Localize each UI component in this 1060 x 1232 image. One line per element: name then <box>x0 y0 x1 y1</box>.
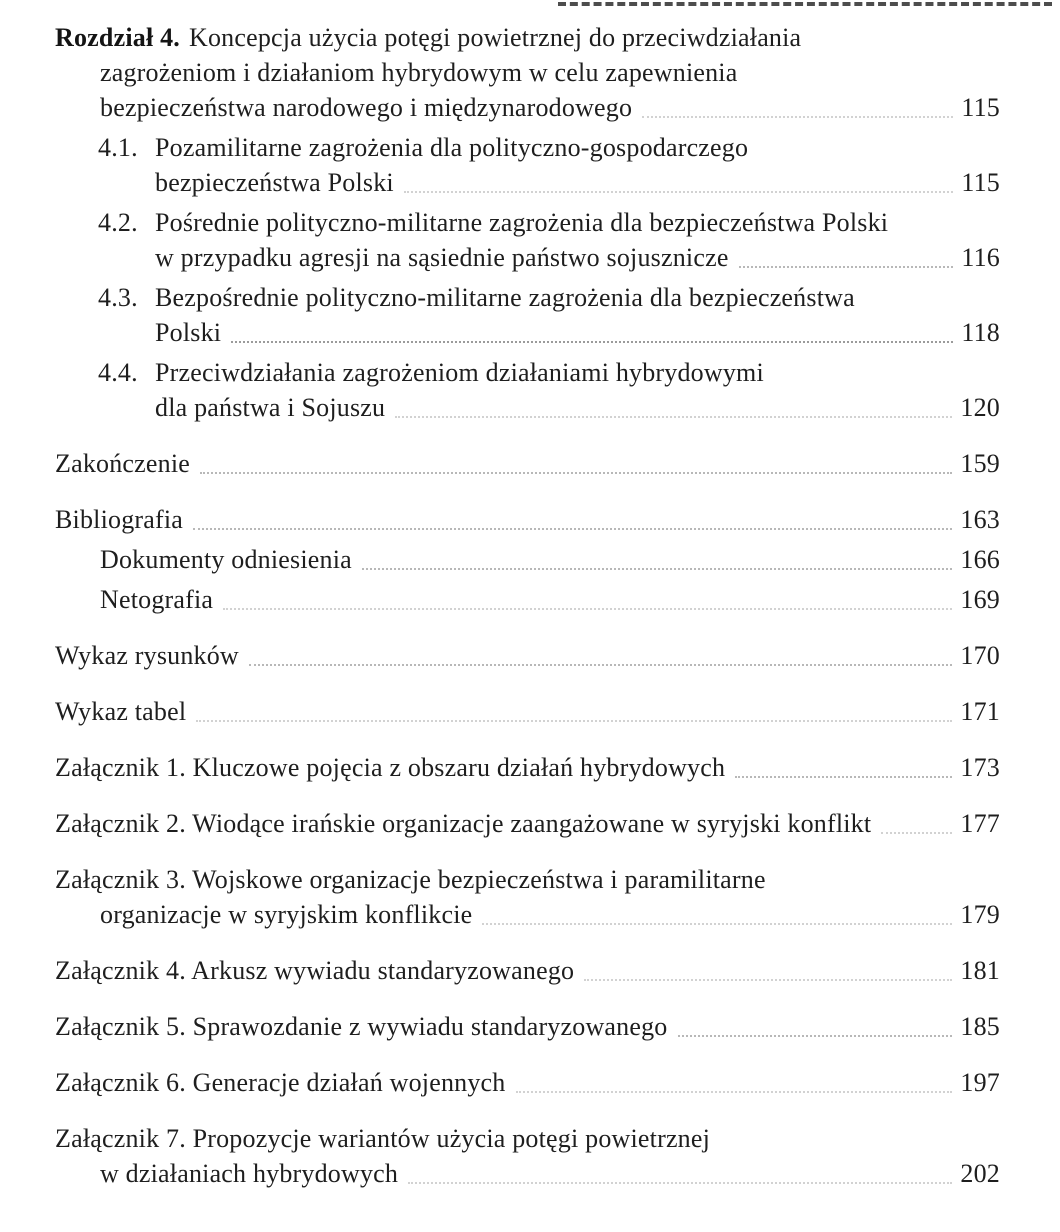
toc-entry-zalacznik-5 <box>55 1009 1000 1044</box>
entry-text: zagrożeniom i działaniom hybrydowym w celu zapewnienia <box>100 58 738 87</box>
toc-line <box>55 806 1000 841</box>
entry-text: Netografia <box>100 585 214 614</box>
page-number: 115 <box>961 93 1000 122</box>
entry-text: Załącznik 4. Arkusz wywiadu standaryzowanego <box>55 956 575 985</box>
page-number: 185 <box>960 1012 1000 1041</box>
toc-entry-wykaz-rysunkow <box>55 638 1000 673</box>
toc-line <box>55 862 1000 897</box>
entry-text: Załącznik 5. Sprawozdanie z wywiadu standaryzowanego <box>55 1012 668 1041</box>
page-number: 118 <box>961 318 1000 347</box>
entry-text: dla państwa i Sojuszu <box>155 393 386 422</box>
toc-line <box>55 694 1000 729</box>
entry-text: Bibliografia <box>55 505 184 534</box>
toc-line <box>55 502 1000 537</box>
dot-leader <box>231 341 953 343</box>
toc-line <box>55 240 1000 275</box>
entry-text: Załącznik 7. Propozycje wariantów użycia potęgi powietrznej <box>55 1124 711 1153</box>
entry-text: organizacje w syryjskim konflikcie <box>100 900 473 929</box>
toc-line <box>55 90 1000 125</box>
chapter-label: Rozdział 4. <box>55 23 180 52</box>
page-number: 115 <box>961 168 1000 197</box>
page-number: 170 <box>960 641 1000 670</box>
toc-line <box>55 1156 1000 1191</box>
toc-entry-4-1 <box>55 130 1000 200</box>
dot-leader <box>881 832 952 834</box>
entry-text: bezpieczeństwa narodowego i międzynarodowego <box>100 93 633 122</box>
page-number: 202 <box>960 1159 1000 1188</box>
dot-leader <box>408 1182 952 1184</box>
entry-text: Pozamilitarne zagrożenia dla polityczno-gospodarczego <box>155 133 749 162</box>
dot-leader <box>196 720 952 722</box>
toc-line <box>55 897 1000 932</box>
toc-line <box>55 953 1000 988</box>
page-number: 120 <box>960 393 1000 422</box>
toc-line <box>55 20 1000 55</box>
page-number: 177 <box>960 809 1000 838</box>
toc-entry-dokumenty-odniesienia <box>55 542 1000 577</box>
page-number: 179 <box>960 900 1000 929</box>
toc-entry-zalacznik-2 <box>55 806 1000 841</box>
toc-line <box>55 355 1000 390</box>
dot-leader <box>735 776 952 778</box>
entry-text: Zakończenie <box>55 449 191 478</box>
toc-entry-4-2 <box>55 205 1000 275</box>
toc-entry-zalacznik-1 <box>55 750 1000 785</box>
toc-line <box>55 55 1000 90</box>
dot-leader <box>223 608 952 610</box>
toc-line <box>55 1065 1000 1100</box>
toc-entry-wykaz-tabel <box>55 694 1000 729</box>
entry-text: Przeciwdziałania zagrożeniom działaniami hybrydowymi <box>155 358 764 387</box>
entry-text: Wykaz rysunków <box>55 641 239 670</box>
toc-line <box>55 1121 1000 1156</box>
dot-leader <box>193 528 952 530</box>
page-number: 166 <box>960 545 1000 574</box>
entry-text: Załącznik 6. Generacje działań wojennych <box>55 1068 506 1097</box>
entry-text: Załącznik 3. Wojskowe organizacje bezpieczeństwa i paramilitarne <box>55 865 766 894</box>
dot-leader <box>482 923 952 925</box>
entry-text: w działaniach hybrydowych <box>100 1159 399 1188</box>
toc-line <box>55 542 1000 577</box>
entry-number: 4.3. <box>98 283 138 312</box>
toc-line <box>55 130 1000 165</box>
dot-leader <box>678 1035 953 1037</box>
toc-entry-4-4 <box>55 355 1000 425</box>
toc-line <box>55 582 1000 617</box>
entry-text: w przypadku agresji na sąsiednie państwo sojusznicze <box>155 243 729 272</box>
toc-entry-zalacznik-7 <box>55 1121 1000 1191</box>
dot-leader <box>584 979 952 981</box>
dot-leader <box>200 472 952 474</box>
entry-text: bezpieczeństwa Polski <box>155 168 394 197</box>
page-number: 163 <box>960 505 1000 534</box>
toc-line <box>55 446 1000 481</box>
dot-leader <box>395 416 952 418</box>
entry-text: Koncepcja użycia potęgi powietrznej do przeciwdziałania <box>188 23 802 52</box>
entry-text: Pośrednie polityczno-militarne zagrożenia dla bezpieczeństwa Polski <box>155 208 889 237</box>
entry-number: 4.4. <box>98 358 138 387</box>
toc-line <box>55 390 1000 425</box>
page-number: 197 <box>960 1068 1000 1097</box>
toc-entry-4-3 <box>55 280 1000 350</box>
dot-leader <box>362 568 953 570</box>
toc-entry-netografia <box>55 582 1000 617</box>
page-number: 159 <box>960 449 1000 478</box>
toc-line <box>55 205 1000 240</box>
entry-number: 4.2. <box>98 208 138 237</box>
toc-line <box>55 750 1000 785</box>
toc-line <box>55 165 1000 200</box>
entry-number: 4.1. <box>98 133 138 162</box>
toc-line <box>55 280 1000 315</box>
toc-entry-zakonczenie <box>55 446 1000 481</box>
toc-entry-bibliografia <box>55 502 1000 537</box>
toc-line <box>55 638 1000 673</box>
dot-leader <box>739 266 954 268</box>
toc-line <box>55 315 1000 350</box>
page-number: 171 <box>960 697 1000 726</box>
toc-entry-zalacznik-4 <box>55 953 1000 988</box>
entry-text: Załącznik 1. Kluczowe pojęcia z obszaru działań hybrydowych <box>55 753 726 782</box>
page-number: 116 <box>961 243 1000 272</box>
page-number: 169 <box>960 585 1000 614</box>
dot-leader <box>404 191 954 193</box>
entry-text: Wykaz tabel <box>55 697 187 726</box>
entry-text: Dokumenty odniesienia <box>100 545 352 574</box>
dot-leader <box>516 1091 953 1093</box>
toc-entry-zalacznik-6 <box>55 1065 1000 1100</box>
entry-text: Bezpośrednie polityczno-militarne zagrożenia dla bezpieczeństwa <box>155 283 855 312</box>
page-number: 173 <box>960 753 1000 782</box>
dot-leader <box>642 116 953 118</box>
toc-entry-zalacznik-3 <box>55 862 1000 932</box>
toc-entry-chapter-4 <box>55 20 1000 125</box>
toc-line <box>55 1009 1000 1044</box>
entry-text: Załącznik 2. Wiodące irańskie organizacje zaangażowane w syryjski konflikt <box>55 809 872 838</box>
page-number: 181 <box>960 956 1000 985</box>
entry-text: Polski <box>155 318 222 347</box>
dot-leader <box>249 664 952 666</box>
